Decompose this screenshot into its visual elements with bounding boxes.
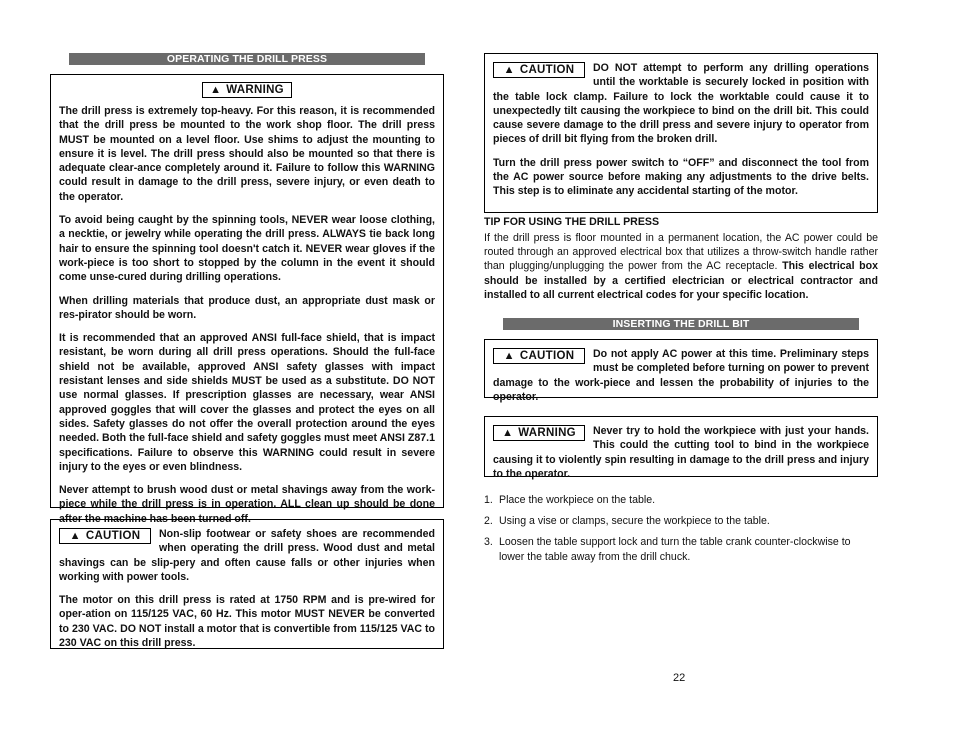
warning-badge-wrap (59, 82, 435, 98)
caution-badge (493, 62, 585, 78)
caution-box-power (484, 339, 878, 403)
warning-badge (202, 82, 292, 98)
warning-paragraph (493, 424, 869, 481)
tip-body-bold: This electrical box should be installed by a certified electrician or electrical contractor and installed to all current electrical codes for your specific location. (484, 260, 878, 301)
warning-triangle-icon: ▲ (503, 349, 515, 362)
caution-paragraph (59, 527, 435, 584)
list-item (484, 514, 878, 528)
step-number: 3. (484, 536, 493, 549)
caution-badge-label: CAUTION (519, 63, 575, 76)
warning-triangle-icon: ▲ (210, 84, 222, 96)
tip-title: TIP FOR USING THE DRILL PRESS (484, 216, 660, 228)
warning-paragraph: Never attempt to brush wood dust or metal shavings away from the work-piece while the drill press is in operation. ALL clean up should be done after the machine has been turned off. (59, 484, 435, 525)
warning-badge (493, 425, 585, 441)
caution-badge (59, 528, 151, 544)
list-item (484, 535, 878, 563)
warning-paragraph: The drill press is extremely top-heavy. For this reason, it is recommended that the drill press be mounted to the work shop floor. The drill press MUST be mounted on a level floor. Use shims to adjust the mounting to ensure it is level. The drill press should also be mounted so that there is adequate clear-ance completely around it. Failure to follow this WARNING could result in damage to the drill press, severe injury, or even death to the operator. (59, 105, 435, 203)
warning-paragraph: To avoid being caught by the spinning tools, NEVER wear loose clothing, a necktie, or jewelry while operating the drill press. ALWAYS tie back long hair to ensure the spinning tool doesn't catch it. NEVER wear gloves if the work-piece is too short to stopped by the column in the event it should come unse-cured during drilling operations. (59, 214, 435, 284)
step-number: 1. (484, 494, 493, 506)
page-number: 22 (673, 672, 686, 684)
caution-badge-label: CAUTION (519, 349, 575, 362)
step-text: Place the workpiece on the table. (499, 494, 656, 506)
caution-paragraph (493, 347, 869, 404)
warning-badge-label: WARNING (518, 426, 576, 439)
warning-badge-label: WARNING (226, 84, 284, 96)
tip-body-normal: If the drill press is floor mounted in a permanent location, the AC power could be routed through an approved electrical box that utilizes a throw-switch handle rather than plugging/unplugging the power from the AC receptacle. (484, 232, 878, 273)
caution-paragraph: Turn the drill press power switch to “OFF” and disconnect the tool from the AC power source before making any adjustments to the drive belts. This step is to eliminate any accidental starting of the motor. (493, 156, 869, 198)
caution-badge (493, 348, 585, 364)
section-title-inserting: INSERTING THE DRILL BIT (503, 318, 859, 330)
caution-text: DO NOT attempt to perform any drilling operations until the worktable is securely locked in position with the table lock clamp. Failure to lock the worktable could cause it to unexpectedly tilt causing the workpiece to bind on the drill bit. This could cause severe damage to the drill press and severe injury to operator from pieces of drill bit flying from the broken drill. (493, 62, 869, 146)
warning-paragraph: It is recommended that an approved ANSI full-face shield, that is impact resistant, be worn during all drill press operations. Should the full-face shield not be available, approved ANSI safety glasses with impact resistant lenses and side shields MUST be used as a substitute. DO NOT use normal glasses. If prescription glasses are necessary, wear ANSI approved goggles that will cover the glasses and protect the eyes on all sides. Safety glasses do not offer the overall protection around the eyes needed. Both the full-face shield and safety goggles must meet ANSI Z87.1 specifications. Failure to observe this WARNING could result in severe injury to the eyes or even blindness. (59, 332, 435, 473)
caution-text: Do not apply AC power at this time. Preliminary steps must be completed before turning on power to prevent damage to the work-piece and lessen the probability of injuries to the operator. (493, 348, 869, 403)
caution-badge-label: CAUTION (85, 529, 141, 542)
caution-text: Non-slip footwear or safety shoes are recommended when operating the drill press. Wood dust and metal shavings can be slip-pery and often cause falls or other injuries when working with power tools. (59, 528, 435, 583)
caution-box-worktable (484, 53, 878, 213)
warning-triangle-icon: ▲ (503, 63, 515, 76)
warning-box-workpiece (484, 416, 878, 480)
warning-triangle-icon: ▲ (69, 529, 81, 542)
list-item (484, 493, 878, 507)
caution-paragraph (493, 61, 869, 147)
caution-paragraph: The motor on this drill press is rated at 1750 RPM and is pre-wired for oper-ation on 115/125 VAC, 60 Hz. This motor MUST NEVER be converted to 230 VAC. DO NOT install a motor that is convertible from 115/125 VAC to 230 VAC on this drill press. (59, 594, 435, 650)
warning-triangle-icon: ▲ (502, 426, 514, 439)
step-text: Loosen the table support lock and turn the table crank counter-clockwise to lower the table away from the drill chuck. (499, 536, 851, 563)
warning-text: Never try to hold the workpiece with just your hands. This could the cutting tool to bind in the workpiece causing it to violently spin resulting in damage to the drill press and injury to the operator. (493, 425, 869, 480)
tip-body (484, 231, 878, 302)
step-number: 2. (484, 515, 493, 528)
warning-box-operating (50, 74, 444, 525)
steps-list (484, 493, 878, 571)
section-title-operating: OPERATING THE DRILL PRESS (69, 53, 425, 65)
warning-paragraph: When drilling materials that produce dust, an appropriate dust mask or res-pirator should be worn. (59, 294, 435, 321)
step-text: Using a vise or clamps, secure the workpiece to the table. (499, 515, 770, 528)
caution-box-footwear (50, 519, 444, 649)
